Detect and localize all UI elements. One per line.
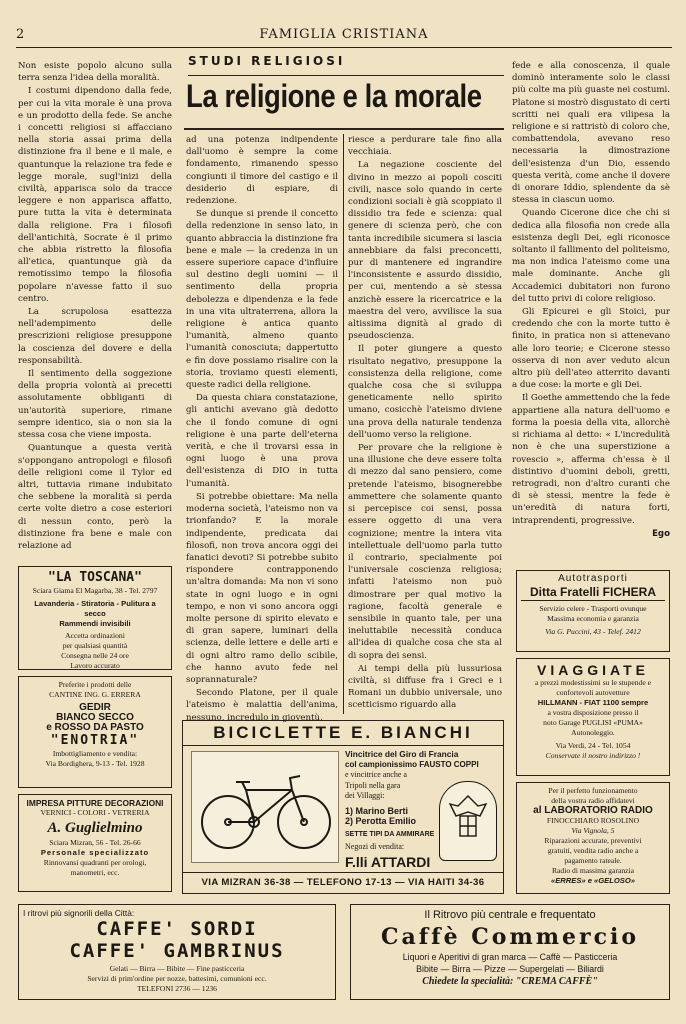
article-paragraph: ad una potenza indipendente dall'uomo è sempre la come fondamento, rimanendo spesso congiunti il timore del castigo e il desiderio di espiare, di redenzione.	[186, 135, 338, 207]
article-paragraph: Il sentimento della soggezione della propria volontà ai precetti assolutamente obbliganti di un'autorità superiore, rimane sempre identico, sia o non sia la stessa cosa che viene imposta.	[18, 369, 172, 441]
section-kicker: STUDI RELIGIOSI	[188, 54, 504, 76]
article-paragraph: I costumi dipendono dalla fede, per cui la vita morale è una prova e un prodotto della fede. Se anche i concetti religiosi si affacciano nella storia assai prima della distinzione fra il bene e il male, e quantunque la relazione tra fede e legge morale, sugl'inizi della civiltà, apparisca solo da tracce leggere e non apparisca affatto, pure tutta la vita è determinata dalla religione. Fra i filosofi dell'antichità, Socrate è il primo che abbia ristretto la filosofia all'etica, quantunque già da remotissimo tempo la filosofia popolare n'avesse fatto il suo centro.	[18, 86, 172, 304]
ad-biciclette-bianchi: BICICLETTE E. BIANCHI Vincitrice del Giro di Francia col campionissimo FAUSTO COPPI e vincitrice anche a Tripoli nella gara dei Villaggi: 1) Marino Berti 2) Perotta Emilio SETTE TIPI DA AMMIRARE Negozi di vendita: F.lli ATTARDI VIA MIZRAN 36-38 — TELEFONO 17-13 — VIA HAITI 34-36	[182, 720, 504, 894]
article-paragraph: Il Goethe ammettendo che la fede appartiene alla natura dell'uomo e forma la poesia della vita, allorchè si richiama al detto: « L'incredulità non è che una superstizione a rovescio », afferma ch'essa è il distintivo d'uomini deboli, gretti, retrogradi, non d'altro curanti che di sè stessi, mentre la fede è un'eredità di natura forti, intraprendenti, progressive.	[512, 393, 670, 526]
article-paragraph: Secondo Platone, per il quale l'ateismo è malattia dell'anima, nessuno, incredulo in gioventù,	[186, 688, 338, 723]
article-paragraph: La scrupolosa esattezza nell'adempimento delle prescrizioni religiose presuppone la coscienza del dovere e della responsabilità.	[18, 307, 172, 366]
bicycle-icon	[192, 752, 338, 862]
article-paragraph: La negazione cosciente del divino in mezzo ai popoli cosciti civili, nasce solo quando in certe condizioni sociali è già scoppiato il dissidio tra fede e scienza: qual genere di scienza però, che con tanta incredibile sicumera si lascia annebbiare da falsi preconcetti, pur di mantenere ed ingrandire l'inconsistente e assurdo dissidio, per cui, mentendo a sè stessa anzichè essere la ricercatrice e la maestra del vero, avvilisce la sua altissima dignità al grado di pseudoscienza.	[348, 160, 502, 342]
eagle-crest-icon	[440, 782, 496, 860]
ad-caffe-sordi: I ritrovi più signorili della Città: CAFFE' SORDI CAFFE' GAMBRINUS Gelati — Birra — Bibite — Fine pasticceria Servizi di prim'ordine per nozze, battesimi, comunioni ecc. TELEFONI 2736 — 1236	[18, 904, 336, 1000]
bianchi-emblem	[439, 781, 497, 861]
article-paragraph: Si potrebbe obiettare: Ma nella moderna società, l'ateismo non va trionfando? E la morale indipendente, predicata dai filosofi, non trova ancora oggi dei fanatici devoti? Si potrebbe subito rispondere contrapponendo un'altra domanda: Ma non vi sono state in ogni luogo e in ogni tempo, e non vi sono ancora oggi molte persone di spirito elevato e di gran sapere, luminari della scienza, delle lettere e delle arti e di ogni altro ramo dello scibile, che hanno avuto fede nel soprannaturale?	[186, 491, 338, 685]
magazine-title: FAMIGLIA CRISTIANA	[259, 27, 429, 42]
article-paragraph: Ai tempi della più lussuriosa civiltà, si diffuse fra i Greci e i Romani un dubbio universale, uno scetticismo riguardo alla	[348, 663, 502, 711]
article-paragraph: Quando Cicerone dice che chi si dedica alla filosofia non crede alla esistenza degli Dei, egli riconosce soltanto il fallimento del politeismo, ma non indica l'ateismo come una male dominante. Anche gli Accademici dubitatori non furono del tutto privi di colore religioso.	[512, 208, 670, 304]
article-title: La religione e la morale	[186, 78, 482, 114]
author-signature: Ego	[652, 528, 670, 539]
article-paragraph: Il poter giungere a questo risultato negativo, presuppone la consistenza della religione, come qualche cosa che si sviluppa geneticamente nello spirito umano, cosicchè l'ateismo diviene una prova della naturale tendenza dell'uomo verso la religione.	[348, 344, 502, 440]
article-column-2	[186, 134, 338, 723]
article-column-1	[18, 60, 172, 564]
article-paragraph: riesce a perdurare tale fino alla vecchiaia.	[348, 135, 502, 158]
article-paragraph: Quantunque a questa verità s'oppongano antropologi e filosofi delle religioni come il Tylor ed altri, tuttavia rimane indubitato che sebbene la moralità si perda certe volte dietro a cose esteriori di nessun conto, però la distinzione fra bene e male con relazione ad	[18, 443, 172, 551]
article-paragraph: fede e alla conoscenza, il quale dominò interamente solo le classi più colte ma più guaste nei costumi. Platone si mostrò disgustato di certi scritti nei quali era vilipesa la religione e si rattristò di coloro che, combattendola, avevano reso necessaria la dimostrazione dell'esistenza d'un Dio, essendo questa verità, come anche il dovere di onorare Iddio, splendente da sè stessa in ciascun uomo.	[512, 61, 670, 206]
article-paragraph: Gli Epicurei e gli Stoici, pur credendo che con la morte tutto è finito, in pratica non si attenevano alle loro teorie; e Cicerone stesso osserva di non aver veduto alcun altro più dell'ateo atterrito davanti a due cose: la morte e gli Dei.	[512, 307, 670, 391]
ad-enotria: Preferite i prodotti delle CANTINE ING. G. ERRERA GEDIR BIANCO SECCO e ROSSO DA PASTO "ENOTRIA" Imbottigliamento e vendita: Via Bordighera, 9-13 - Tel. 1928	[18, 676, 172, 788]
article-paragraph: Da questa chiara constatazione, gli antichi avevano già dedotto che il fondo comune di ogni religione è una parte dell'eterna verità, e che il trovarsi essa in ogni luogo è una prova dell'esistenza di DIO in tutta l'umanità.	[186, 393, 338, 489]
article-paragraph: Non esiste popolo alcuno sulla terra senza l'idea della moralità.	[18, 61, 172, 84]
article-paragraph: Se dunque si prende il concetto della redenzione in senso lato, in quanto abbraccia la distinzione fra bene e male — la credenza in un essere superiore capace d'influire sul destino degli uomini — il sentimento della propria debolezza e dipendenza e la fede in una vita ultraterrena, allora la religione è antica quanto l'umanità, almeno quanto l'umanità conosciuta; dappertutto e fin dove possiamo risalire con la storia, troviamo questi elementi, queste radici della religione.	[186, 209, 338, 391]
ad-fichera: Autotrasporti Ditta Fratelli FICHERA Servizio celere - Trasporti ovunque Massima economia e garanzia Via G. Puccini, 43 - Telef. 2412	[516, 570, 670, 652]
bicycle-illustration	[191, 751, 339, 863]
ad-la-toscana: "LA TOSCANA" Sciara Giama El Magarba, 38 - Tel. 2797 Lavanderia - Stiratoria - Pulitura a secco Rammendi invisibili Accetta ordinazioni per qualsiasi quantità Consegna nelle 24 ore Lavoro accurato	[18, 566, 172, 670]
article-column-4	[512, 60, 670, 570]
ad-viaggiate: VIAGGIATE a prezzi modestissimi su le stupende e confortevoli autovetture HILLMANN - FIAT 1100 sempre a vostra disposizione presso il noto Garage PUGLISI «PUMA» Autonoleggio. Via Verdi, 24 - Tel. 1054 Conservate il nostro indirizzo !	[516, 658, 670, 776]
ad-guglielmino: IMPRESA PITTURE DECORAZIONI VERNICI - COLORI - VETRERIA A. Guglielmino Sciara Mizran, 56 - Tel. 26-66 Personale specializzato Rinnovansi quadranti per orologi, manometri, ecc.	[18, 794, 172, 892]
page-header	[16, 22, 672, 48]
page-number: 2	[16, 27, 26, 42]
ad-laboratorio-radio: Per il perfetto funzionamento della vostra radio affidatevi al LABORATORIO RADIO FINOCCHIARO ROSOLINO Via Vignola, 5 Riparazioni accurate, preventivi gratuiti, vendita radio anche a pagamento rateale. Radio di massima garanzia «ERRES» e «GELOSO»	[516, 782, 670, 894]
article-column-3	[348, 134, 502, 714]
ad-caffe-commercio: Il Ritrovo più centrale e frequentato Caffè Commercio Liquori e Aperitivi di gran marca — Caffè — Pasticceria Bibite — Birra — Pizze — Supergelati — Biliardi Chiedete la specialità: "CREMA CAFFÈ"	[350, 904, 670, 1000]
article-paragraph: Per provare che la religione è una illusione che deve essere tolta di mezzo dal sano pensiero, come pretende l'ateismo, bisognerebbe ammettere che solamente quanto si percepisce coi sensi, possa essere oggetto di una vera cognizione; mentre la intera vita intellettuale dell'uomo parla tutto il contrario, specialmente poi l'universale coscienza religiosa; infatti l'ateismo non può dimostrare per qual motivo la ragione, facoltà generale e sensibile in quanto tale, per una ineluttabile necessità conduca all'idea di qualche cosa che sta al di sopra dei sensi.	[348, 443, 502, 661]
